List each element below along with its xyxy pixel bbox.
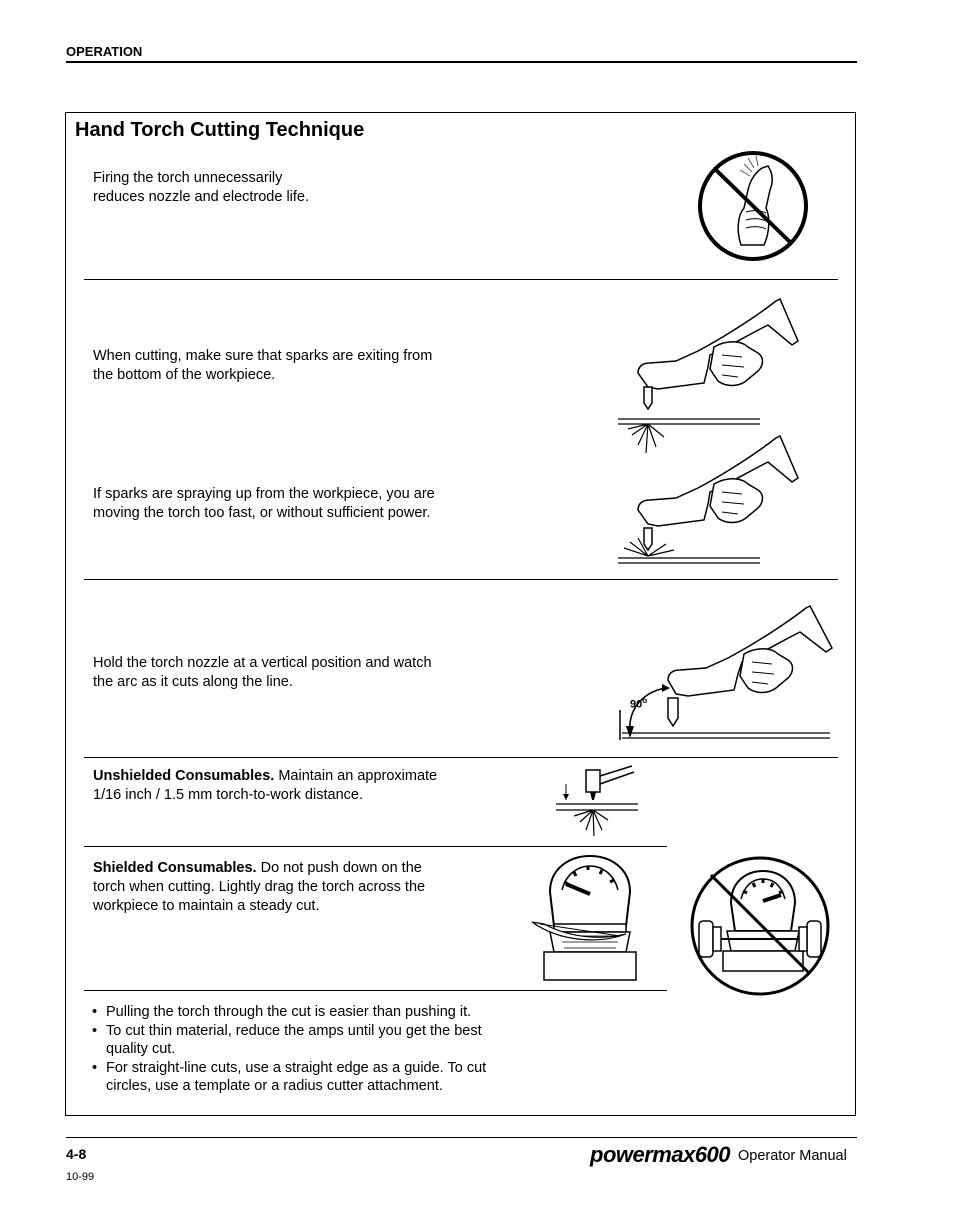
torch-sparks-up-icon bbox=[618, 432, 802, 568]
firing-line-1: Firing the torch unnecessarily bbox=[93, 170, 283, 186]
tip-2-line-1: • To cut thin material, reduce the amps until you get the best bbox=[106, 1022, 482, 1039]
vertical-line-1: Hold the torch nozzle at a vertical position and watch bbox=[93, 655, 432, 671]
standoff-distance-icon bbox=[552, 764, 642, 844]
divider-5 bbox=[84, 990, 667, 991]
tips-list bbox=[92, 1003, 652, 1096]
divider-4 bbox=[84, 846, 667, 847]
tip-item bbox=[92, 1003, 652, 1022]
sparks-ok-line-2: the bottom of the workpiece. bbox=[93, 367, 276, 383]
vertical-line-2: the arc as it cuts along the line. bbox=[93, 674, 293, 690]
sparks-up-line-2: moving the torch too fast, or without sufficient power. bbox=[93, 505, 431, 521]
tip-3-line-1: • For straight-line cuts, use a straight edge as a guide. To cut bbox=[106, 1059, 487, 1076]
unshielded-line-1-rest: Maintain an approximate bbox=[274, 768, 438, 784]
torch-vertical-icon bbox=[618, 598, 836, 740]
divider-2 bbox=[84, 579, 838, 580]
no-firing-icon bbox=[696, 150, 810, 262]
unshielded-text bbox=[93, 767, 437, 805]
shielded-line-1 bbox=[93, 859, 425, 878]
sparks-up-line-1: If sparks are spraying up from the workpiece, you are bbox=[93, 486, 435, 502]
firing-text bbox=[93, 169, 309, 207]
divider-1 bbox=[84, 279, 838, 280]
tip-item bbox=[92, 1022, 652, 1059]
tip-item bbox=[92, 1059, 652, 1096]
degree-sign: o bbox=[642, 696, 648, 705]
sparks-up-text bbox=[93, 485, 435, 523]
section-header: OPERATION bbox=[66, 44, 143, 59]
scale-feather-icon bbox=[530, 852, 640, 984]
unshielded-line-1 bbox=[93, 767, 437, 786]
unshielded-line-2: 1/16 inch / 1.5 mm torch-to-work distance. bbox=[93, 787, 363, 803]
sparks-ok-text bbox=[93, 347, 432, 385]
shielded-line-1-rest: Do not push down on the bbox=[256, 860, 422, 876]
shielded-text bbox=[93, 859, 425, 916]
footer-rule bbox=[66, 1137, 857, 1138]
brand-logo: powermax600 bbox=[590, 1142, 731, 1167]
shielded-line-2: torch when cutting. Lightly drag the torch across the bbox=[93, 879, 426, 895]
angle-value: 90 bbox=[630, 698, 643, 711]
shielded-heading: Shielded Consumables. bbox=[93, 860, 257, 876]
no-heavy-weight-icon bbox=[689, 855, 831, 997]
unshielded-heading: Unshielded Consumables. bbox=[93, 768, 275, 784]
vertical-text bbox=[93, 654, 432, 692]
header-rule bbox=[66, 61, 857, 63]
tip-3-line-2: circles, use a template or a radius cutter attachment. bbox=[106, 1078, 443, 1094]
tip-1-line-1: • Pulling the torch through the cut is easier than pushing it. bbox=[106, 1004, 472, 1020]
revision-date: 10-99 bbox=[66, 1171, 95, 1183]
shielded-line-3: workpiece to maintain a steady cut. bbox=[93, 898, 320, 914]
tip-2-line-2: quality cut. bbox=[106, 1041, 176, 1057]
manual-title: Operator Manual bbox=[738, 1148, 847, 1164]
angle-label bbox=[630, 696, 647, 711]
divider-3 bbox=[84, 757, 838, 758]
page-number: 4-8 bbox=[66, 1146, 87, 1162]
page-title: Hand Torch Cutting Technique bbox=[75, 119, 365, 141]
firing-line-2: reduces nozzle and electrode life. bbox=[93, 189, 310, 205]
sparks-ok-line-1: When cutting, make sure that sparks are exiting from bbox=[93, 348, 433, 364]
